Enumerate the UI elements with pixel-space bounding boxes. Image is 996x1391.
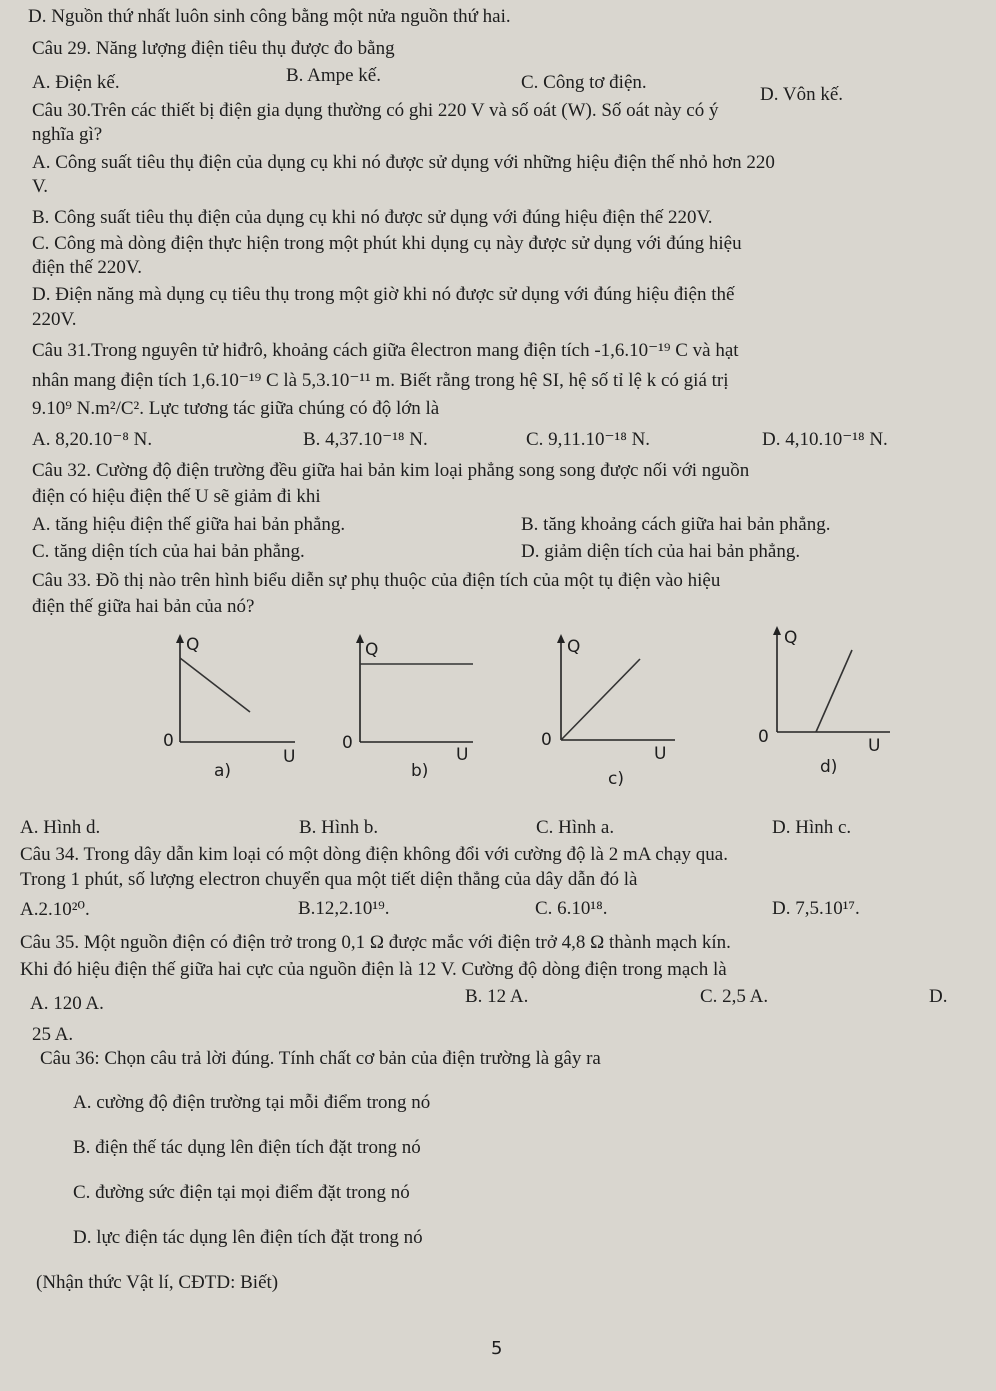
q35-question-line2: Khi đó hiệu điện thế giữa hai cực của nguồn điện là 12 V. Cường độ dòng điện trong mạch là: [20, 959, 727, 980]
q31-question-line3: 9.10⁹ N.m²/C². Lực tương tác giữa chúng có độ lớn là: [32, 398, 440, 419]
graph-d-origin: 0: [758, 727, 769, 747]
graph-a-label: a): [214, 761, 232, 781]
q33-option-b: B. Hình b.: [299, 817, 379, 838]
q35-option-b: B. 12 A.: [465, 986, 529, 1007]
q34-option-b: B.12,2.10¹⁹.: [298, 898, 390, 919]
q34-question-line1: Câu 34. Trong dây dẫn kim loại có một dòng điện không đổi với cường độ là 2 mA chạy qua.: [20, 844, 728, 865]
q33-option-c: C. Hình a.: [536, 817, 615, 838]
q29-question: Câu 29. Năng lượng điện tiêu thụ được đo bằng: [32, 38, 395, 59]
q30-question-line2: nghĩa gì?: [32, 124, 103, 145]
graph-b-axis-u: U: [456, 745, 469, 765]
q35-question-line1: Câu 35. Một nguồn điện có điện trở trong 0,1 Ω được mắc với điện trở 4,8 Ω thành mạch kín.: [20, 932, 731, 953]
q31-option-c: C. 9,11.10⁻¹⁸ N.: [526, 429, 651, 450]
graph-c-plot: [533, 628, 683, 753]
graph-b-origin: 0: [342, 733, 353, 753]
q30-option-c-line1: C. Công mà dòng điện thực hiện trong một phút khi dụng cụ này được sử dụng với đúng hiệu: [32, 233, 742, 254]
q28-option-d: D. Nguồn thứ nhất luôn sinh công bằng một nửa nguồn thứ hai.: [28, 6, 511, 27]
graph-b-label: b): [411, 761, 429, 781]
q36-option-a: A. cường độ điện trường tại mỗi điểm trong nó: [73, 1092, 431, 1113]
q35-option-a: A. 120 A.: [30, 993, 104, 1014]
graph-b-axis-q: Q: [365, 640, 379, 660]
graph-c-axis-u: U: [654, 744, 667, 764]
q30-option-a-line1: A. Công suất tiêu thụ điện của dụng cụ khi nó được sử dụng với những hiệu điện thế nhỏ hơn 220: [32, 152, 775, 173]
q33-option-a: A. Hình d.: [20, 817, 101, 838]
q32-question-line2: điện có hiệu điện thế U sẽ giảm đi khi: [32, 486, 321, 507]
q31-question-line1: Câu 31.Trong nguyên tử hiđrô, khoảng cách giữa êlectron mang điện tích -1,6.10⁻¹⁹ C và hạt: [32, 340, 739, 361]
q30-option-c-line2: điện thế 220V.: [32, 257, 142, 278]
q31-option-b: B. 4,37.10⁻¹⁸ N.: [303, 429, 428, 450]
q29-option-a: A. Điện kế.: [32, 72, 120, 93]
graph-d-axis-u: U: [868, 736, 881, 756]
q35-option-c: C. 2,5 A.: [700, 986, 769, 1007]
q36-question: Câu 36: Chọn câu trả lời đúng. Tính chất cơ bản của điện trường là gây ra: [40, 1048, 601, 1069]
q33-question-line2: điện thế giữa hai bản của nó?: [32, 596, 255, 617]
q34-option-a: A.2.10²⁰.: [20, 899, 90, 920]
graph-c-axis-q: Q: [567, 637, 581, 657]
q31-option-a: A. 8,20.10⁻⁸ N.: [32, 429, 153, 450]
graph-a-axis-u: U: [283, 747, 296, 767]
graph-d-label: d): [820, 757, 838, 777]
page-number: 5: [491, 1338, 503, 1359]
graph-a-origin: 0: [163, 731, 174, 751]
graph-d-axis-q: Q: [784, 628, 798, 648]
q36-option-d: D. lực điện tác dụng lên điện tích đặt trong nó: [73, 1227, 423, 1248]
q32-option-a: A. tăng hiệu điện thế giữa hai bản phẳng.: [32, 514, 346, 535]
q30-option-d-line2: 220V.: [32, 309, 77, 330]
q32-option-c: C. tăng diện tích của hai bản phẳng.: [32, 541, 305, 562]
q33-question-line1: Câu 33. Đồ thị nào trên hình biểu diễn sự phụ thuộc của điện tích của một tụ điện vào hiệu: [32, 570, 721, 591]
q33-option-d: D. Hình c.: [772, 817, 852, 838]
q36-option-c: C. đường sức điện tại mọi điểm đặt trong nó: [73, 1182, 410, 1203]
q29-option-b: B. Ampe kế.: [286, 65, 381, 86]
q34-option-c: C. 6.10¹⁸.: [535, 898, 608, 919]
q32-option-d: D. giảm diện tích của hai bản phẳng.: [521, 541, 801, 562]
q29-option-d: D. Vôn kế.: [760, 84, 844, 105]
graph-d-line: [816, 650, 852, 732]
graph-c-origin: 0: [541, 730, 552, 750]
q31-question-line2: nhân mang điện tích 1,6.10⁻¹⁹ C là 5,3.10⁻¹¹ m. Biết rằng trong hệ SI, hệ số tỉ lệ k có giá trị: [32, 370, 729, 391]
graph-a-line: [180, 658, 250, 712]
q35-option-d-value: 25 A.: [32, 1024, 74, 1045]
q36-option-b: B. điện thế tác dụng lên điện tích đặt trong nó: [73, 1137, 421, 1158]
graph-c-label: c): [608, 769, 624, 789]
q31-option-d: D. 4,10.10⁻¹⁸ N.: [762, 429, 888, 450]
q30-option-b: B. Công suất tiêu thụ điện của dụng cụ khi nó được sử dụng với đúng hiệu điện thế 220V.: [32, 207, 713, 228]
graph-c-line: [561, 659, 640, 740]
graph-b-plot: [333, 630, 483, 755]
q30-option-a-line2: V.: [32, 176, 49, 197]
q34-option-d: D. 7,5.10¹⁷.: [772, 898, 860, 919]
q30-question-line1: Câu 30.Trên các thiết bị điện gia dụng thường có ghi 220 V và số oát (W). Số oát này có ý: [32, 100, 719, 121]
q32-question-line1: Câu 32. Cường độ điện trường đều giữa hai bản kim loại phẳng song song được nối với nguồn: [32, 460, 750, 481]
q32-option-b: B. tăng khoảng cách giữa hai bản phẳng.: [521, 514, 831, 535]
q34-question-line2: Trong 1 phút, số lượng electron chuyển qua một tiết diện thẳng của dây dẫn đó là: [20, 869, 638, 890]
graph-d-plot: [750, 620, 900, 745]
q29-option-c: C. Công tơ điện.: [521, 72, 647, 93]
q35-option-d-label: D.: [929, 986, 948, 1007]
cognitive-level-note: (Nhận thức Vật lí, CĐTD: Biết): [36, 1272, 279, 1293]
graph-a-axis-q: Q: [186, 635, 200, 655]
q30-option-d-line1: D. Điện năng mà dụng cụ tiêu thụ trong một giờ khi nó được sử dụng với đúng hiệu điện thế: [32, 284, 735, 305]
